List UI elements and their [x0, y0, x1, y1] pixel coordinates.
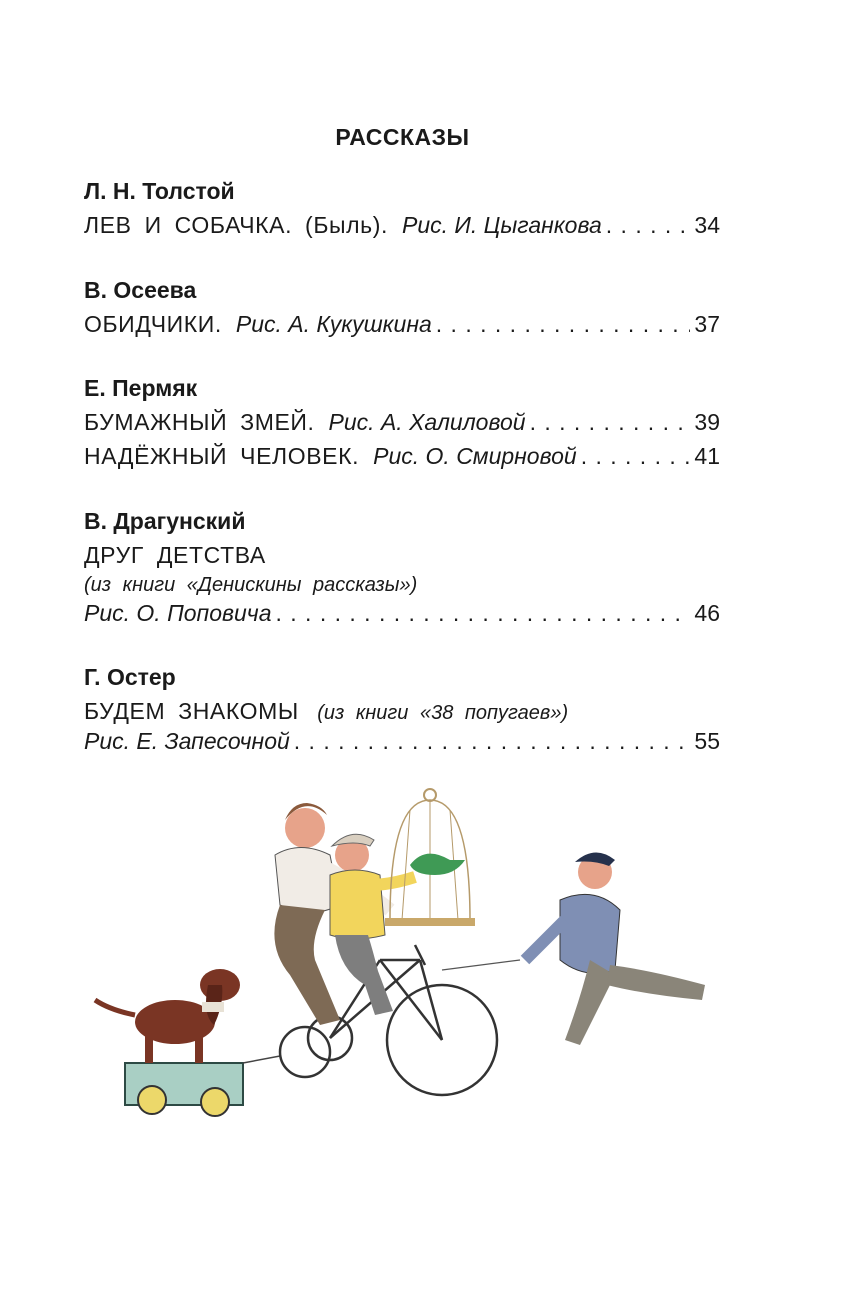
illustrator: Рис. И. Цыганкова — [402, 212, 602, 238]
story-title: ЛЕВ И СОБАЧКА. (Быль). — [84, 212, 388, 238]
boy-blue-jacket — [442, 852, 705, 1045]
toc-entry-drug-detstva[interactable] — [84, 600, 720, 627]
page-number: 46 — [694, 600, 720, 626]
author-dragunsky: В. Драгунский — [84, 508, 246, 534]
toc-entry-bumazhny-zmey[interactable] — [84, 409, 720, 436]
leader-dots — [530, 409, 690, 436]
leader-dots — [275, 600, 690, 627]
illustrator: Рис. Е. Запесочной — [84, 728, 290, 754]
leader-dots — [294, 728, 690, 755]
illustrator: Рис. О. Поповича — [84, 600, 272, 626]
leader-dots — [581, 443, 690, 470]
author-oster: Г. Остер — [84, 664, 176, 690]
author-tolstoy: Л. Н. Толстой — [84, 178, 235, 204]
section-title: РАССКАЗЫ — [335, 124, 470, 150]
cart — [125, 1056, 280, 1116]
boys-on-bicycle-illustration — [80, 780, 730, 1140]
toc-entry-lev-i-sobachka[interactable] — [84, 212, 720, 239]
illustrator: Рис. А. Халиловой — [328, 409, 526, 435]
page-number: 55 — [694, 728, 720, 754]
toc-entry-nadyozhny-chelovek[interactable] — [84, 443, 720, 470]
toc-entry-budem-znakomy-page[interactable] — [84, 728, 720, 755]
page-number: 37 — [694, 311, 720, 337]
leader-dots — [606, 212, 690, 239]
book-note: (из книги «38 попугаев») — [317, 702, 569, 724]
author-permyak: Е. Пермяк — [84, 375, 198, 401]
story-title-drug-detstva[interactable]: ДРУГ ДЕТСТВА — [84, 542, 266, 568]
illustrator: Рис. О. Смирновой — [373, 443, 577, 469]
leader-dots — [436, 311, 690, 338]
toc-entry-budem-znakomy[interactable] — [84, 698, 568, 725]
author-oseeva: В. Осеева — [84, 277, 197, 303]
book-note: (из книги «Денискины рассказы») — [84, 574, 418, 596]
illustrator: Рис. А. Кукушкина — [235, 311, 432, 337]
story-title: БУДЕМ ЗНАКОМЫ — [84, 698, 299, 724]
toc-entry-obidchiki[interactable] — [84, 311, 720, 338]
page-number: 41 — [694, 443, 720, 469]
story-title: НАДЁЖНЫЙ ЧЕЛОВЕК. — [84, 443, 360, 469]
story-title: БУМАЖНЫЙ ЗМЕЙ. — [84, 409, 315, 435]
bird-cage — [385, 789, 475, 926]
page-number: 34 — [694, 212, 720, 238]
story-title: ОБИДЧИКИ. — [84, 311, 222, 337]
dog — [95, 969, 240, 1063]
page-number: 39 — [694, 409, 720, 435]
